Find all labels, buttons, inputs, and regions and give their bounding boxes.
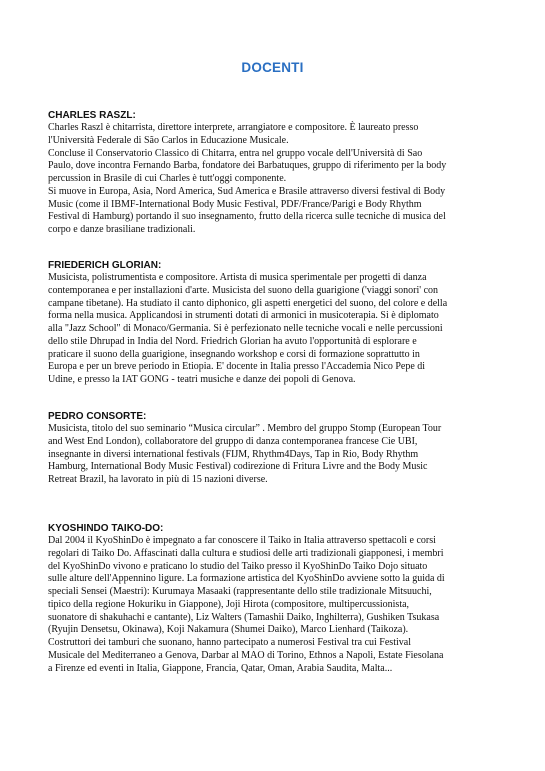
teacher-section-consorte — [48, 410, 510, 487]
teacher-bio: Dal 2004 il KyoShinDo è impegnato a far conoscere il Taiko in Italia attraverso spettacoli e corsi regolari di Taiko Do. Affascinati dalla cultura e studiosi delle arti tradizionali giapponesi, i membri del KyoShinDo vivono e praticano lo studio del Taiko presso il KyoShinDo Taiko Dojo situato sulle alture dell'Appennino ligure. La formazione artistica del KyoShinDo avviene sotto la guida di speciali Sensei (Maestri): Kurumaya Masaaki (rappresentante dello stile tradizionale Mitsuuchi, tipico della regione Hokuriku in Giappone), Joji Hirota (compositore, multipercussionista, suonatore di shakuhachi e cantante), Liz Walters (Tamashii Daiko, Inghilterra), Gushiken Tsukasa (Ryujin Densetsu, Okinawa), Koji Nakamura (Shumei Daiko), Marco Lienhard (Taikoza). Costruttori dei tamburi che suonano, hanno partecipato a numerosi Festival tra cui Festival Musicale del Mediterraneo a Genova, Darbar al MAO di Torino, Ethnos a Napoli, Estate Fiesolana a Firenze ed eventi in Italia, Giappone, Francia, Qatar, Oman, Arabia Saudita, Malta... — [48, 535, 445, 674]
teacher-section-kyoshindo — [48, 522, 510, 675]
teacher-name: PEDRO CONSORTE: — [48, 411, 147, 422]
teacher-name: CHARLES RASZL: — [48, 110, 136, 121]
teacher-bio: Charles Raszl è chitarrista, direttore interprete, arrangiatore e compositore. È laureato presso l'Università Federale di São Carlos in Educazione Musicale. Concluse il Conservatorio Classico di Chitarra, entra nel gruppo vocale dell'Università di Sao Paulo, dove incontra Fernando Barba, fondatore dei Barbatuques, gruppo di riferimento per la body percussion in Brasile di cui Charles è tutt'oggi componente. Si muove in Europa, Asia, Nord America, Sud America e Brasile attraverso diversi festival di Body Music (come il IBMF-International Body Music Festival, PDF/France/Parigi e Body Rhythm Festival di Hamburg) portando il suo insegnamento, frutto della ricerca sulle tecniche di musica del corpo e danze brasiliane tradizionali. — [48, 122, 447, 235]
teacher-bio: Musicista, polistrumentista e compositore. Artista di musica sperimentale per progetti di danza contemporanea e per installazioni d'arte. Musicista del suono della guarigione ('viaggi sonori' con campane tibetane). Ha studiato il canto diphonico, gli aspetti energetici del suono, del colore e della forma nella musica. Applicandosi in strumenti dotati di armonici in musicoterapia. Si è diplomato alla "Jazz School" di Monaco/Germania. Si è perfezionato nelle tecniche vocali e nelle percussioni dello stile Dhrupad in India del Nord. Friedrich Glorian ha avuto l'opportunità di esplorare e praticare il suono della guarigione, insegnando workshop e corsi di formazione soprattutto in Europa e per un breve periodo in Etiopia. E' docente in Italia presso l'Accademia Nico Pepe di Udine, e presso la IAT GONG - teatri musiche e danze dei popoli di Genova. — [48, 272, 448, 385]
teacher-name: KYOSHINDO TAIKO-DO: — [48, 523, 164, 534]
teacher-bio: Musicista, titolo del suo seminario “Musica circular” . Membro del gruppo Stomp (European Tour and West End London), collaboratore del gruppo di danza contemporanea francese Cie UBI, insegnante in diversi international festivals (FIJM, Rhythm4Days, Tap in Rio, Body Rhythm Hamburg, International Body Music Festival) codirezione di Fritura Livre and the Body Music Retreat Brazil, ha lavorato in più di 15 nazioni diverse. — [48, 423, 442, 485]
page-title: DOCENTI — [241, 60, 304, 75]
teacher-name: FRIEDERICH GLORIAN: — [48, 260, 162, 271]
teacher-section-raszl — [48, 109, 510, 237]
teacher-section-glorian — [48, 259, 510, 387]
